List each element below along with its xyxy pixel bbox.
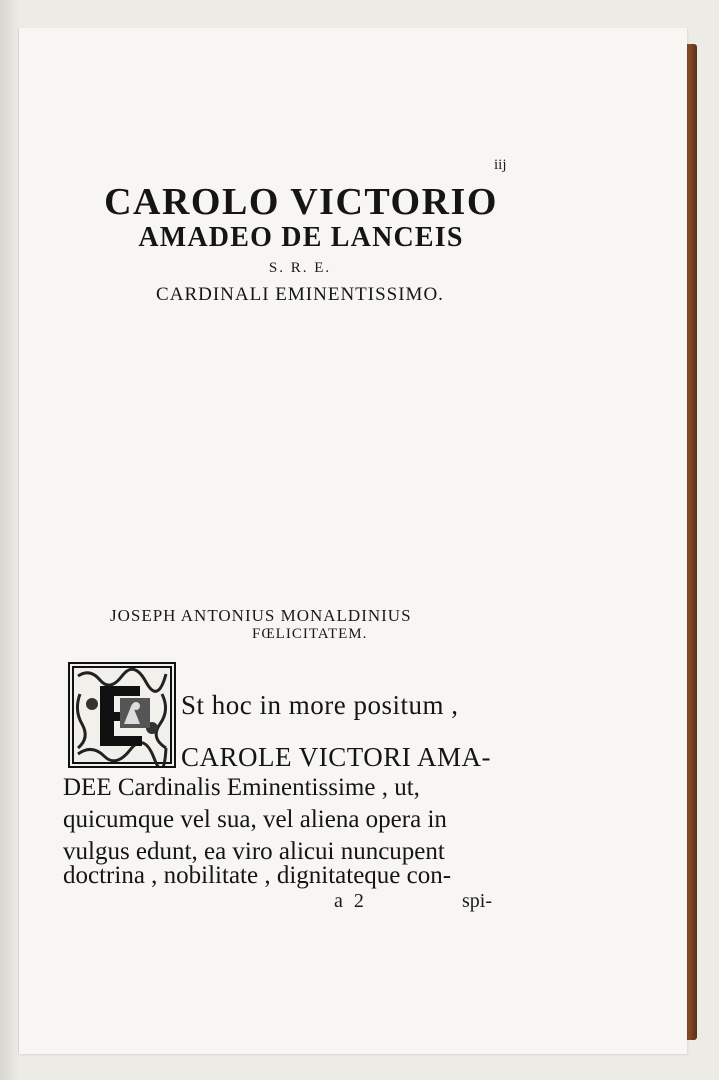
body-line-5: vulgus edunt, ea viro alicui nuncupent: [63, 838, 445, 865]
body-line-1: St hoc in more positum ,: [181, 690, 459, 720]
dedication-heading-line-1: CAROLO VICTORIO: [104, 181, 498, 223]
body-line-3: DEE Cardinalis Eminentissime , ut,: [63, 774, 420, 801]
author-line: JOSEPH ANTONIUS MONALDINIUS: [110, 606, 412, 625]
dedication-heading-line-3: S. R. E.: [268, 260, 332, 276]
dedication-heading-line-2: AMADEO DE LANCEIS: [138, 222, 464, 253]
body-line-6: doctrina , nobilitate , dignitateque con-: [63, 862, 452, 889]
dedication-heading-line-4: CARDINALI EMINENTISSIMO.: [156, 284, 444, 305]
body-line-4: quicumque vel sua, vel aliena opera in: [63, 806, 447, 833]
page-signature-bottom: a 2: [334, 890, 367, 912]
catchword: spi-: [462, 890, 492, 912]
page-signature-top: iij: [494, 157, 507, 173]
ornamental-initial-icon: [70, 664, 174, 766]
woodcut-initial-e: [68, 662, 176, 768]
body-line-2: CAROLE VICTORI AMA-: [181, 742, 492, 772]
greeting-line: FŒLICITATEM.: [252, 626, 368, 642]
